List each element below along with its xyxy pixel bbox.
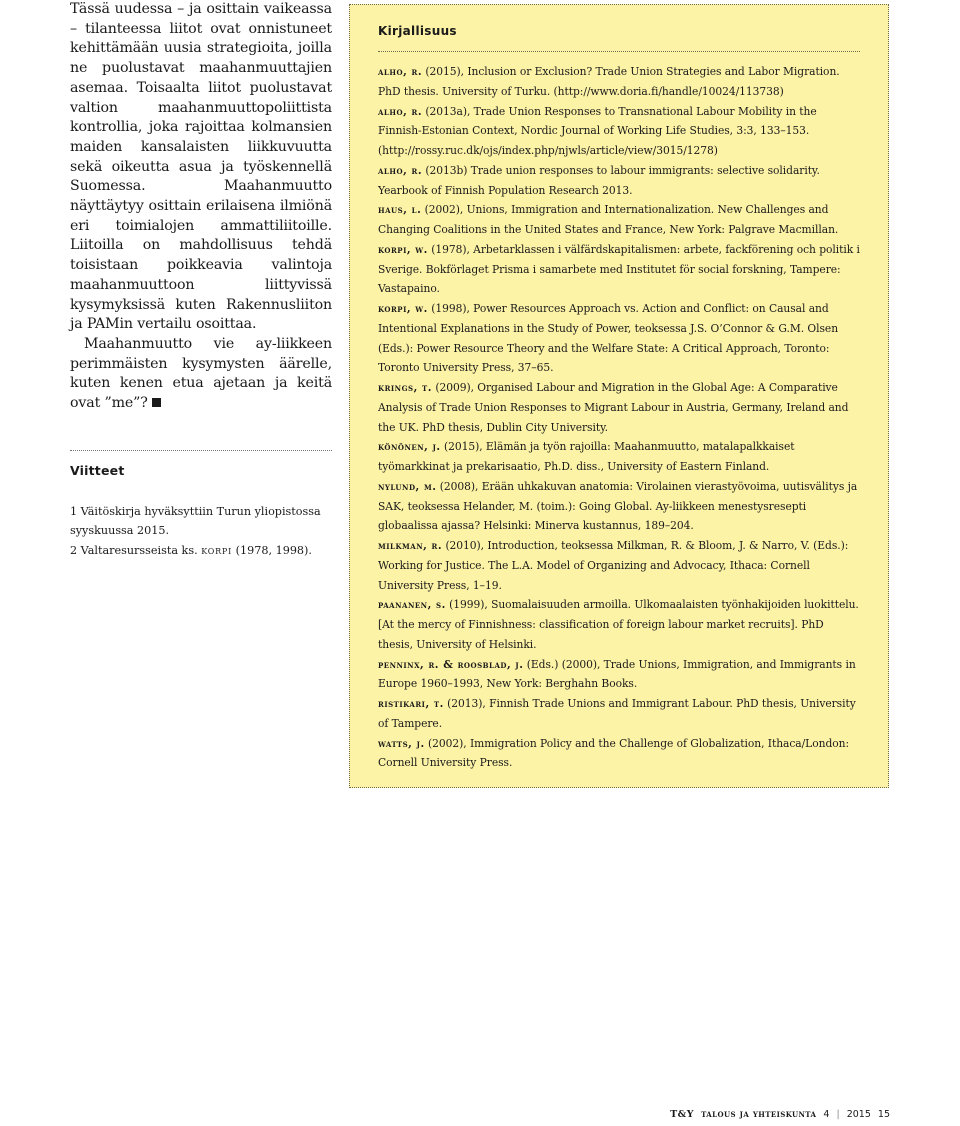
body-paragraph-2	[70, 335, 332, 414]
reference-item	[378, 378, 860, 437]
references-list	[378, 62, 860, 773]
reference-item	[378, 161, 860, 201]
reference-author: krings, t.	[378, 381, 432, 394]
reference-item	[378, 536, 860, 595]
footer-year: 2015	[846, 1109, 871, 1120]
note-item-2-author: korpi	[201, 543, 233, 557]
reference-author: penninx, r. & roosblad, j.	[378, 657, 524, 671]
reference-author: könönen, j.	[378, 440, 441, 454]
reference-text: (2013a), Trade Union Responses to Transnational Labour Mobility in the Finnish-Estonian Context, Nordic Journal of Working Life Studies, 3:3, 133–153. (http://rossy.ruc.dk/ojs/index.php/njwls/article/view/3015/1278)	[378, 104, 817, 157]
reference-author: nylund, m.	[378, 479, 437, 493]
notes-divider	[70, 450, 332, 451]
references-divider	[378, 51, 860, 52]
reference-author: korpi, w.	[378, 302, 428, 315]
footer-brand: T&Y	[670, 1109, 695, 1120]
footer-text	[660, 1109, 890, 1120]
reference-author: milkman, r.	[378, 539, 443, 552]
reference-text: (Eds.) (2000), Trade Unions, Immigration, and Immigrants in Europe 1960–1993, New York: Berghahn Books.	[378, 657, 856, 691]
reference-author: alho, r.	[378, 163, 423, 177]
reference-text: (1999), Suomalaisuuden armoilla. Ulkomaalaisten työnhakijoiden luokittelu. [At the mercy of Finnishness: classification of foreign labour market recruits]. PhD thesis, University of Helsinki.	[378, 598, 859, 651]
reference-author: paananen, s.	[378, 598, 446, 612]
reference-author: ristikari, t.	[378, 697, 444, 710]
footer-issue: 4	[823, 1109, 830, 1120]
notes-title: Viitteet	[70, 462, 125, 478]
reference-text: (2002), Immigration Policy and the Challenge of Globalization, Ithaca/London: Cornell University Press.	[378, 736, 850, 770]
reference-item	[378, 240, 860, 299]
reference-author: haus, l.	[378, 203, 422, 217]
reference-text: (2013), Finnish Trade Unions and Immigrant Labour. PhD thesis, University of Tampere.	[378, 697, 856, 730]
reference-item	[378, 694, 860, 734]
end-of-article-mark	[152, 398, 161, 407]
page-number: 15	[877, 1109, 890, 1120]
footer-separator: |	[836, 1109, 840, 1120]
reference-text: (2015), Elämän ja työn rajoilla: Maahanmuutto, matalapalkkaiset työmarkkinat ja prekarisaatio, Ph.D. diss., University of Eastern Finland.	[378, 440, 795, 473]
body-paragraph-2-text: Maahanmuutto vie ay-liikkeen perimmäisten kysymysten äärelle, kuten kenen etua ajetaan ja keitä ovat ”me”?	[70, 335, 332, 412]
reference-text: (2008), Erään uhkakuvan anatomia: Virolainen vierastyövoima, uutisvälitys ja SAK, teoksessa Helander, M. (toim.): Going Global. Ay-liikkeen menestysresepti globaalissa ajassa? Helsinki: Minerva kustannus, 189–204.	[378, 479, 858, 533]
reference-text: (2013b) Trade union responses to labour immigrants: selective solidarity. Yearbook of Finnish Population Research 2013.	[378, 163, 820, 197]
references-title: Kirjallisuus	[378, 24, 457, 38]
reference-text: (2009), Organised Labour and Migration in the Global Age: A Comparative Analysis of Trade Union Responses to Migrant Labour in Austria, Germany, Ireland and the UK. PhD thesis, Dublin City University.	[378, 381, 849, 434]
reference-item	[378, 734, 860, 774]
reference-item	[378, 477, 860, 536]
note-item-2	[70, 541, 332, 561]
reference-author: korpi, w.	[378, 242, 428, 256]
reference-author: watts, j.	[378, 736, 425, 750]
reference-text: (1998), Power Resources Approach vs. Action and Conflict: on Causal and Intentional Explanations in the Study of Power, teoksessa J.S. O’Connor & G.M. Olsen (Eds.): Power Resource Theory and the Welfare State: A Critical Approach, Toronto: Toronto University Press, 37–65.	[378, 302, 839, 375]
reference-author: alho, r.	[378, 104, 423, 118]
reference-text: (2002), Unions, Immigration and Internationalization. New Challenges and Changing Coalitions in the United States and France, New York: Palgrave Macmillan.	[378, 203, 839, 236]
page-footer	[670, 1109, 890, 1126]
reference-item	[378, 437, 860, 477]
reference-author: alho, r.	[378, 65, 423, 78]
body-paragraph-1: Tässä uudessa – ja osittain vaikeassa – tilanteessa liitot ovat onnistuneet kehittämään uusia strategioita, joilla ne puolustavat maahanmuuttajien asemaa. Toisaalta liitot puolustavat valtion maahanmuuttopoliittista kontrollia, joka rajoittaa kolmansien maiden kansalaisten liikkuvuutta sekä oikeutta asua ja työskennellä Suomessa. Maahanmuutto näyttäytyy osittain erilaisena ilmiönä eri toimialojen ammattiliitoille. Liitoilla on mahdollisuus tehdä toisistaan poikkeavia valintoja maahanmuuttoon liittyvissä kysymyksissä kuten Rakennusliiton ja PAMin vertailu osoittaa.	[70, 1, 332, 333]
reference-text: (2015), Inclusion or Exclusion? Trade Union Strategies and Labor Migration. PhD thesis. University of Turku. (http://www.doria.fi/handle/10024/113738)	[378, 65, 840, 98]
reference-text: (2010), Introduction, teoksessa Milkman, R. & Bloom, J. & Narro, V. (Eds.): Working for Justice. The L.A. Model of Organizing and Advocacy, Ithaca: Cornell University Press, 1–19.	[378, 539, 849, 592]
reference-item	[378, 102, 860, 161]
reference-item	[378, 200, 860, 240]
reference-item	[378, 299, 860, 378]
reference-item	[378, 595, 860, 654]
reference-text: (1978), Arbetarklassen i välfärdskapitalismen: arbete, fackförening och politik i Sverige. Bokförlaget Prisma i samarbete med Institutet för social forskning, Tampere: Vastapaino.	[378, 242, 860, 296]
article-body-column	[70, 0, 332, 560]
footer-magazine-name: talous ja yhteiskunta	[701, 1109, 817, 1120]
note-item-2-post: (1978, 1998).	[232, 543, 312, 557]
reference-item	[378, 62, 860, 102]
note-item-2-pre: 2 Valtaresursseista ks.	[70, 543, 202, 557]
reference-item	[378, 655, 860, 695]
references-box	[349, 4, 889, 788]
notes-list	[70, 502, 332, 561]
note-item-1: 1 Väitöskirja hyväksyttiin Turun yliopistossa syyskuussa 2015.	[70, 504, 321, 538]
